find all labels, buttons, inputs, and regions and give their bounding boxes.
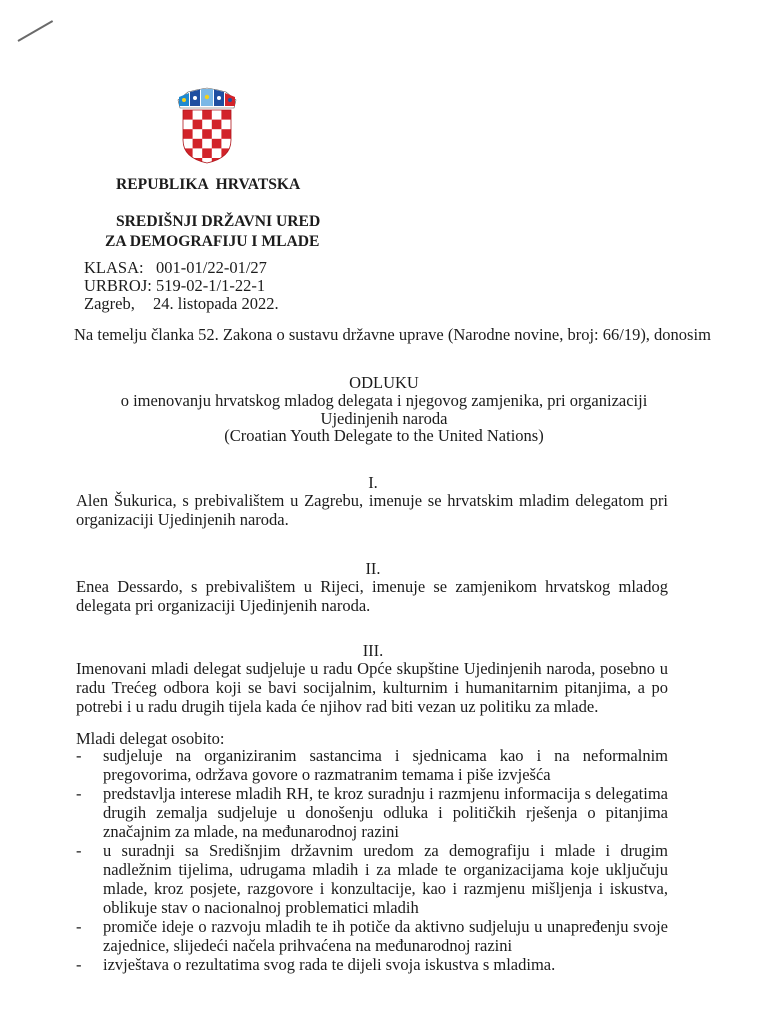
section-number-1: I. bbox=[368, 473, 378, 492]
klasa-value: 001-01/22-01/27 bbox=[156, 258, 267, 277]
list-item-text: sudjeluje na organiziranim sastancima i sjednicama kao i na neformalnim pregovorima, održava govore o razmatranim temama i piše izvješća bbox=[103, 746, 668, 784]
decision-subtitle-line2: Ujedinjenih naroda bbox=[320, 409, 448, 428]
list-item-text: u suradnji sa Središnjim državnim uredom za demografiju i mlade i drugim nadležnim tijelima, udrugama mladih i za mlade te organizacijama koje uključuju mlade, kroz posjete, razgovore i konzultacije, kao i razmjenu mišljenja i iskustva, oblikuje stav o nacionalnoj problematici mladih bbox=[103, 841, 668, 917]
place: Zagreb, bbox=[84, 294, 135, 313]
country-name: REPUBLIKA HRVATSKA bbox=[116, 176, 301, 193]
date: 24. listopada 2022. bbox=[153, 294, 279, 313]
office-name-line2: ZA DEMOGRAFIJU I MLADE bbox=[105, 233, 320, 250]
klasa-label: KLASA: bbox=[84, 258, 144, 277]
preamble: Na temelju članka 52. Zakona o sustavu državne uprave (Narodne novine, broj: 66/19), donosim bbox=[74, 325, 711, 344]
section-number-3: III. bbox=[362, 641, 384, 660]
office-name-line1: SREDIŠNJI DRŽAVNI URED bbox=[116, 213, 321, 230]
section-text-2: Enea Dessardo, s prebivalištem u Rijeci, imenuje se zamjenikom hrvatskog mladog delegata pri organizaciji Ujedinjenih naroda. bbox=[76, 577, 668, 615]
list-dash: - bbox=[76, 784, 82, 803]
list-item bbox=[76, 917, 668, 955]
section-text-1: Alen Šukurica, s prebivalištem u Zagrebu, imenuje se hrvatskim mladim delegatom pri organizaciji Ujedinjenih naroda. bbox=[76, 491, 668, 529]
checkerboard-shield bbox=[183, 110, 231, 164]
pen-mark bbox=[18, 20, 54, 42]
list-dash: - bbox=[76, 955, 82, 974]
list-item bbox=[76, 841, 668, 917]
section-text-3: Imenovani mladi delegat sudjeluje u radu Opće skupštine Ujedinjenih naroda, posebno u radu Trećeg odbora koji se bavi socijalnim, kulturnim i humanitarnim pitanjima, a po potrebi i u radu drugih tijela kada će njihov rad biti vezan uz politiku za mlade. bbox=[76, 659, 668, 716]
list-item bbox=[76, 746, 668, 784]
urbroj-label: URBROJ: bbox=[84, 276, 152, 295]
list-item bbox=[76, 784, 668, 841]
list-item-text: promiče ideje o razvoju mladih te ih potiče da aktivno sudjeluju u unapređenju svoje zajednice, slijedeći načela prihvaćena na međunarodnoj razini bbox=[103, 917, 668, 955]
duties-list bbox=[76, 746, 668, 974]
urbroj-value: 519-02-1/1-22-1 bbox=[156, 276, 266, 295]
list-dash: - bbox=[76, 746, 82, 765]
list-item-text: predstavlja interese mladih RH, te kroz suradnju i razmjenu informacija s delegatima drugih zemalja sudjeluje u donošenju odluka i političkih rješenja o pitanjima značajnim za mlade, na međunarodnoj razini bbox=[103, 784, 668, 841]
list-dash: - bbox=[76, 841, 82, 860]
list-item bbox=[76, 955, 668, 974]
coat-of-arms-icon bbox=[176, 86, 238, 164]
duties-intro: Mladi delegat osobito: bbox=[76, 729, 225, 748]
section-number-2: II. bbox=[365, 559, 381, 578]
decision-title: ODLUKU bbox=[349, 373, 419, 392]
decision-subtitle-line3: (Croatian Youth Delegate to the United Nations) bbox=[224, 426, 544, 445]
list-item-text: izvještava o rezultatima svog rada te dijeli svoja iskustva s mladima. bbox=[103, 955, 556, 974]
crown-shields bbox=[178, 88, 236, 108]
decision-subtitle-line1: o imenovanju hrvatskog mladog delegata i njegovog zamjenika, pri organizaciji bbox=[120, 391, 648, 410]
list-dash: - bbox=[76, 917, 82, 936]
